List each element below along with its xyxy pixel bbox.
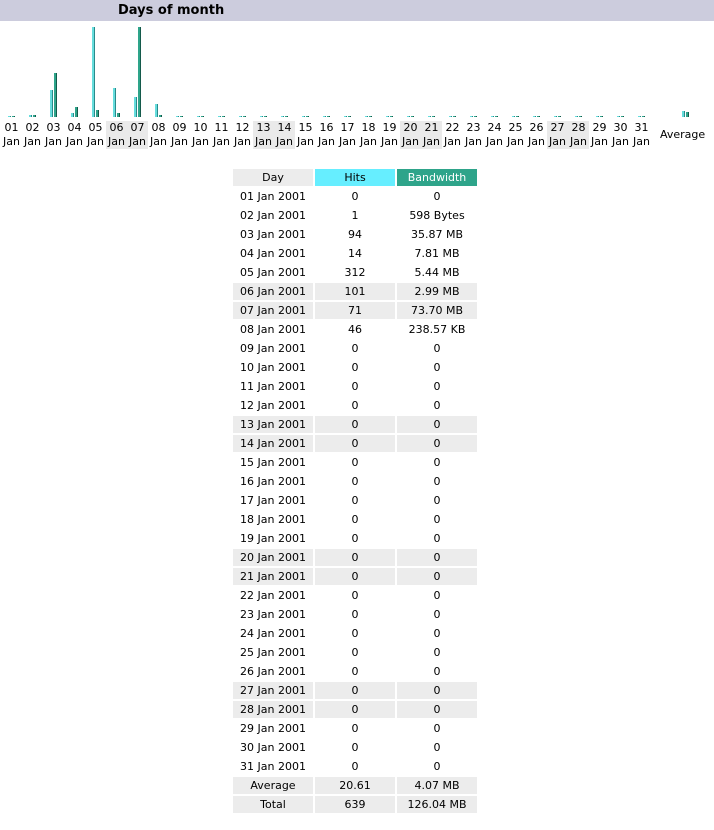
bandwidth-bar — [390, 116, 393, 117]
table-row — [233, 302, 477, 319]
cell-bandwidth: 2.99 MB — [397, 283, 477, 300]
cell-bandwidth: 0 — [433, 741, 441, 754]
hits-bar — [344, 116, 347, 117]
day-tick-label: 22 Jan — [444, 121, 461, 148]
cell-hits: 0 — [351, 760, 359, 773]
hits-bar — [554, 116, 557, 117]
table-row — [233, 739, 477, 756]
cell-bandwidth: 0 — [397, 701, 477, 718]
cell-bandwidth: 0 — [397, 568, 477, 585]
hits-bar — [302, 116, 305, 117]
hits-bar — [155, 104, 158, 117]
cell-hits: 0 — [315, 435, 395, 452]
hits-bar — [239, 116, 242, 117]
hits-bar — [365, 116, 368, 117]
cell-hits: 0 — [351, 627, 359, 640]
bandwidth-bar — [474, 116, 477, 117]
table-row — [233, 587, 477, 604]
table-row — [233, 340, 477, 357]
day-tick-label: 31 Jan — [633, 121, 650, 148]
bandwidth-bar — [138, 27, 141, 117]
table-row — [233, 359, 477, 376]
day-tick-label: 05 Jan — [87, 121, 104, 148]
cell-hits: 1 — [351, 209, 359, 222]
table-row — [233, 473, 477, 490]
day-tick-label: 19 Jan — [381, 121, 398, 148]
bandwidth-bar — [516, 116, 519, 117]
table-row — [233, 454, 477, 471]
bandwidth-bar — [348, 116, 351, 117]
cell-bandwidth: 0 — [433, 399, 441, 412]
average-row — [233, 777, 477, 794]
bandwidth-bar — [369, 116, 372, 117]
hits-bar — [596, 116, 599, 117]
cell-hits: 0 — [351, 665, 359, 678]
hits-bar — [218, 116, 221, 117]
average-hits-bar — [682, 111, 685, 117]
average-bandwidth-bar — [686, 112, 689, 117]
days-of-month-chart — [0, 21, 714, 151]
cell-hits: 312 — [344, 266, 366, 279]
cell-bandwidth: 0 — [397, 549, 477, 566]
bandwidth-bar — [432, 116, 435, 117]
cell-bandwidth: 5.44 MB — [414, 266, 460, 279]
cell-day: 23 Jan 2001 — [240, 608, 306, 621]
day-tick-label: 12 Jan — [234, 121, 251, 148]
average-label: Average — [660, 128, 706, 141]
table-row — [233, 644, 477, 661]
cell-hits: 0 — [351, 513, 359, 526]
hits-bar — [281, 116, 284, 117]
section-header — [0, 0, 714, 21]
cell-hits: 0 — [351, 456, 359, 469]
bandwidth-bar — [75, 107, 78, 117]
cell-hits: 0 — [315, 568, 395, 585]
bandwidth-bar — [33, 115, 36, 117]
cell-hits: 0 — [351, 741, 359, 754]
cell-bandwidth: 0 — [397, 435, 477, 452]
cell-bandwidth: 0 — [433, 361, 441, 374]
cell-bandwidth: 0 — [433, 627, 441, 640]
day-tick-label: 29 Jan — [591, 121, 608, 148]
bandwidth-bar — [453, 116, 456, 117]
table-row — [233, 606, 477, 623]
cell-hits: 0 — [351, 608, 359, 621]
day-tick-label: 30 Jan — [612, 121, 629, 148]
cell-day: 12 Jan 2001 — [240, 399, 306, 412]
cell-hits: 0 — [315, 416, 395, 433]
cell-bandwidth: 0 — [433, 475, 441, 488]
cell-day: 31 Jan 2001 — [240, 760, 306, 773]
hits-bar — [638, 116, 641, 117]
table-header-row — [233, 169, 477, 186]
cell-day: 06 Jan 2001 — [233, 283, 313, 300]
cell-hits: 0 — [351, 532, 359, 545]
hits-bar — [92, 27, 95, 117]
bandwidth-bar — [117, 113, 120, 117]
hits-bar — [323, 116, 326, 117]
hits-bar — [260, 116, 263, 117]
cell-bandwidth: 0 — [397, 416, 477, 433]
cell-day: 26 Jan 2001 — [240, 665, 306, 678]
cell-day: 09 Jan 2001 — [240, 342, 306, 355]
cell-day: 10 Jan 2001 — [240, 361, 306, 374]
day-tick-label: 07 Jan — [127, 121, 148, 149]
bandwidth-bar — [306, 116, 309, 117]
total-row — [233, 796, 477, 813]
cell-day: 16 Jan 2001 — [240, 475, 306, 488]
table-row — [233, 663, 477, 680]
hits-bar — [428, 116, 431, 117]
hits-bar — [197, 116, 200, 117]
cell-bandwidth: 0 — [433, 722, 441, 735]
table-row — [233, 758, 477, 775]
cell-bandwidth: 0 — [397, 682, 477, 699]
cell-day: 07 Jan 2001 — [233, 302, 313, 319]
total-bandwidth: 126.04 MB — [397, 796, 477, 813]
cell-day: 05 Jan 2001 — [240, 266, 306, 279]
table-row — [233, 264, 477, 281]
bandwidth-bar — [579, 116, 582, 117]
cell-day: 24 Jan 2001 — [240, 627, 306, 640]
cell-hits: 46 — [348, 323, 362, 336]
cell-bandwidth: 0 — [433, 608, 441, 621]
cell-bandwidth: 0 — [433, 589, 441, 602]
table-row — [233, 188, 477, 205]
table-row — [233, 625, 477, 642]
cell-day: 03 Jan 2001 — [240, 228, 306, 241]
hits-bar — [407, 116, 410, 117]
table-row — [233, 397, 477, 414]
table-row — [233, 530, 477, 547]
cell-hits: 0 — [351, 646, 359, 659]
average-hits: 20.61 — [315, 777, 395, 794]
cell-day: 30 Jan 2001 — [240, 741, 306, 754]
header-bandwidth: Bandwidth — [397, 169, 477, 186]
cell-bandwidth: 598 Bytes — [409, 209, 465, 222]
cell-hits: 0 — [351, 190, 359, 203]
cell-day: 08 Jan 2001 — [240, 323, 306, 336]
hits-bar — [512, 116, 515, 117]
day-tick-label: 17 Jan — [339, 121, 356, 148]
day-tick-label: 28 Jan — [568, 121, 589, 149]
cell-hits: 14 — [348, 247, 362, 260]
day-tick-label: 02 Jan — [24, 121, 41, 148]
cell-day: 21 Jan 2001 — [233, 568, 313, 585]
cell-hits: 71 — [315, 302, 395, 319]
hits-bar — [29, 115, 32, 117]
cell-hits: 0 — [351, 475, 359, 488]
cell-hits: 0 — [315, 682, 395, 699]
bandwidth-bar — [537, 116, 540, 117]
cell-day: 20 Jan 2001 — [233, 549, 313, 566]
total-hits: 639 — [315, 796, 395, 813]
bandwidth-bar — [222, 116, 225, 117]
bandwidth-bar — [96, 110, 99, 117]
day-tick-label: 11 Jan — [213, 121, 230, 148]
cell-bandwidth: 7.81 MB — [414, 247, 460, 260]
cell-bandwidth: 0 — [433, 646, 441, 659]
bandwidth-bar — [285, 116, 288, 117]
cell-bandwidth: 0 — [433, 456, 441, 469]
bandwidth-bar — [243, 116, 246, 117]
cell-hits: 0 — [315, 549, 395, 566]
day-tick-label: 15 Jan — [297, 121, 314, 148]
cell-day: 11 Jan 2001 — [240, 380, 306, 393]
hits-bar — [575, 116, 578, 117]
table-row — [233, 416, 477, 433]
cell-day: 01 Jan 2001 — [240, 190, 306, 203]
hits-bar — [386, 116, 389, 117]
day-tick-label: 20 Jan — [400, 121, 421, 149]
hits-bar — [134, 97, 137, 117]
day-tick-label: 23 Jan — [465, 121, 482, 148]
bandwidth-bar — [159, 115, 162, 117]
hits-bar — [8, 116, 11, 117]
cell-bandwidth: 0 — [433, 760, 441, 773]
table-row — [233, 226, 477, 243]
table-row — [233, 682, 477, 699]
average-label: Average — [233, 777, 313, 794]
cell-day: 02 Jan 2001 — [240, 209, 306, 222]
day-tick-label: 06 Jan — [106, 121, 127, 149]
cell-hits: 0 — [351, 380, 359, 393]
header-day: Day — [233, 169, 313, 186]
cell-day: 28 Jan 2001 — [233, 701, 313, 718]
cell-day: 22 Jan 2001 — [240, 589, 306, 602]
hits-bar — [470, 116, 473, 117]
day-tick-label: 03 Jan — [45, 121, 62, 148]
cell-day: 25 Jan 2001 — [240, 646, 306, 659]
day-tick-label: 14 Jan — [274, 121, 295, 149]
table-row — [233, 321, 477, 338]
table-row — [233, 245, 477, 262]
bandwidth-bar — [264, 116, 267, 117]
day-tick-label: 16 Jan — [318, 121, 335, 148]
day-tick-label: 25 Jan — [507, 121, 524, 148]
cell-day: 13 Jan 2001 — [233, 416, 313, 433]
bandwidth-bar — [495, 116, 498, 117]
table-row — [233, 378, 477, 395]
day-tick-label: 13 Jan — [253, 121, 274, 149]
cell-hits: 0 — [351, 399, 359, 412]
cell-day: 14 Jan 2001 — [233, 435, 313, 452]
table-row — [233, 511, 477, 528]
cell-day: 15 Jan 2001 — [240, 456, 306, 469]
cell-day: 18 Jan 2001 — [240, 513, 306, 526]
cell-bandwidth: 73.70 MB — [397, 302, 477, 319]
total-label: Total — [233, 796, 313, 813]
cell-hits: 0 — [351, 722, 359, 735]
cell-day: 04 Jan 2001 — [240, 247, 306, 260]
bandwidth-bar — [600, 116, 603, 117]
hits-bar — [71, 113, 74, 117]
bandwidth-bar — [621, 116, 624, 117]
day-tick-label: 21 Jan — [421, 121, 442, 149]
section-title: Days of month — [118, 3, 225, 18]
cell-hits: 94 — [348, 228, 362, 241]
table-row — [233, 720, 477, 737]
day-tick-label: 01 Jan — [3, 121, 20, 148]
cell-hits: 0 — [315, 701, 395, 718]
hits-bar — [113, 88, 116, 117]
cell-bandwidth: 0 — [433, 380, 441, 393]
table-row — [233, 549, 477, 566]
table-row — [233, 701, 477, 718]
table-row — [233, 568, 477, 585]
cell-hits: 0 — [351, 494, 359, 507]
hits-bar — [449, 116, 452, 117]
cell-day: 17 Jan 2001 — [240, 494, 306, 507]
cell-bandwidth: 0 — [433, 494, 441, 507]
hits-bar — [50, 90, 53, 117]
hits-bar — [617, 116, 620, 117]
cell-hits: 0 — [351, 361, 359, 374]
cell-bandwidth: 0 — [433, 532, 441, 545]
day-tick-label: 27 Jan — [547, 121, 568, 149]
cell-hits: 0 — [351, 342, 359, 355]
cell-day: 19 Jan 2001 — [240, 532, 306, 545]
cell-bandwidth: 238.57 KB — [408, 323, 466, 336]
day-tick-label: 04 Jan — [66, 121, 83, 148]
cell-bandwidth: 0 — [433, 513, 441, 526]
table-row — [233, 283, 477, 300]
table-row — [233, 207, 477, 224]
day-tick-label: 24 Jan — [486, 121, 503, 148]
table-row — [233, 435, 477, 452]
day-tick-label: 08 Jan — [150, 121, 167, 148]
cell-bandwidth: 35.87 MB — [410, 228, 464, 241]
bandwidth-bar — [12, 116, 15, 117]
cell-hits: 0 — [351, 589, 359, 602]
day-tick-label: 09 Jan — [171, 121, 188, 148]
hits-bar — [491, 116, 494, 117]
day-tick-label: 10 Jan — [192, 121, 209, 148]
bandwidth-bar — [180, 116, 183, 117]
average-bandwidth: 4.07 MB — [397, 777, 477, 794]
bandwidth-bar — [327, 116, 330, 117]
header-hits: Hits — [315, 169, 395, 186]
cell-day: 29 Jan 2001 — [240, 722, 306, 735]
bandwidth-bar — [54, 73, 57, 117]
cell-hits: 101 — [315, 283, 395, 300]
cell-day: 27 Jan 2001 — [233, 682, 313, 699]
bandwidth-bar — [201, 116, 204, 117]
days-table — [231, 167, 479, 815]
cell-bandwidth: 0 — [433, 190, 441, 203]
bandwidth-bar — [558, 116, 561, 117]
cell-bandwidth: 0 — [433, 342, 441, 355]
day-tick-label: 26 Jan — [528, 121, 545, 148]
bandwidth-bar — [411, 116, 414, 117]
hits-bar — [176, 116, 179, 117]
hits-bar — [533, 116, 536, 117]
table-row — [233, 492, 477, 509]
bandwidth-bar — [642, 116, 645, 117]
cell-bandwidth: 0 — [433, 665, 441, 678]
day-tick-label: 18 Jan — [360, 121, 377, 148]
